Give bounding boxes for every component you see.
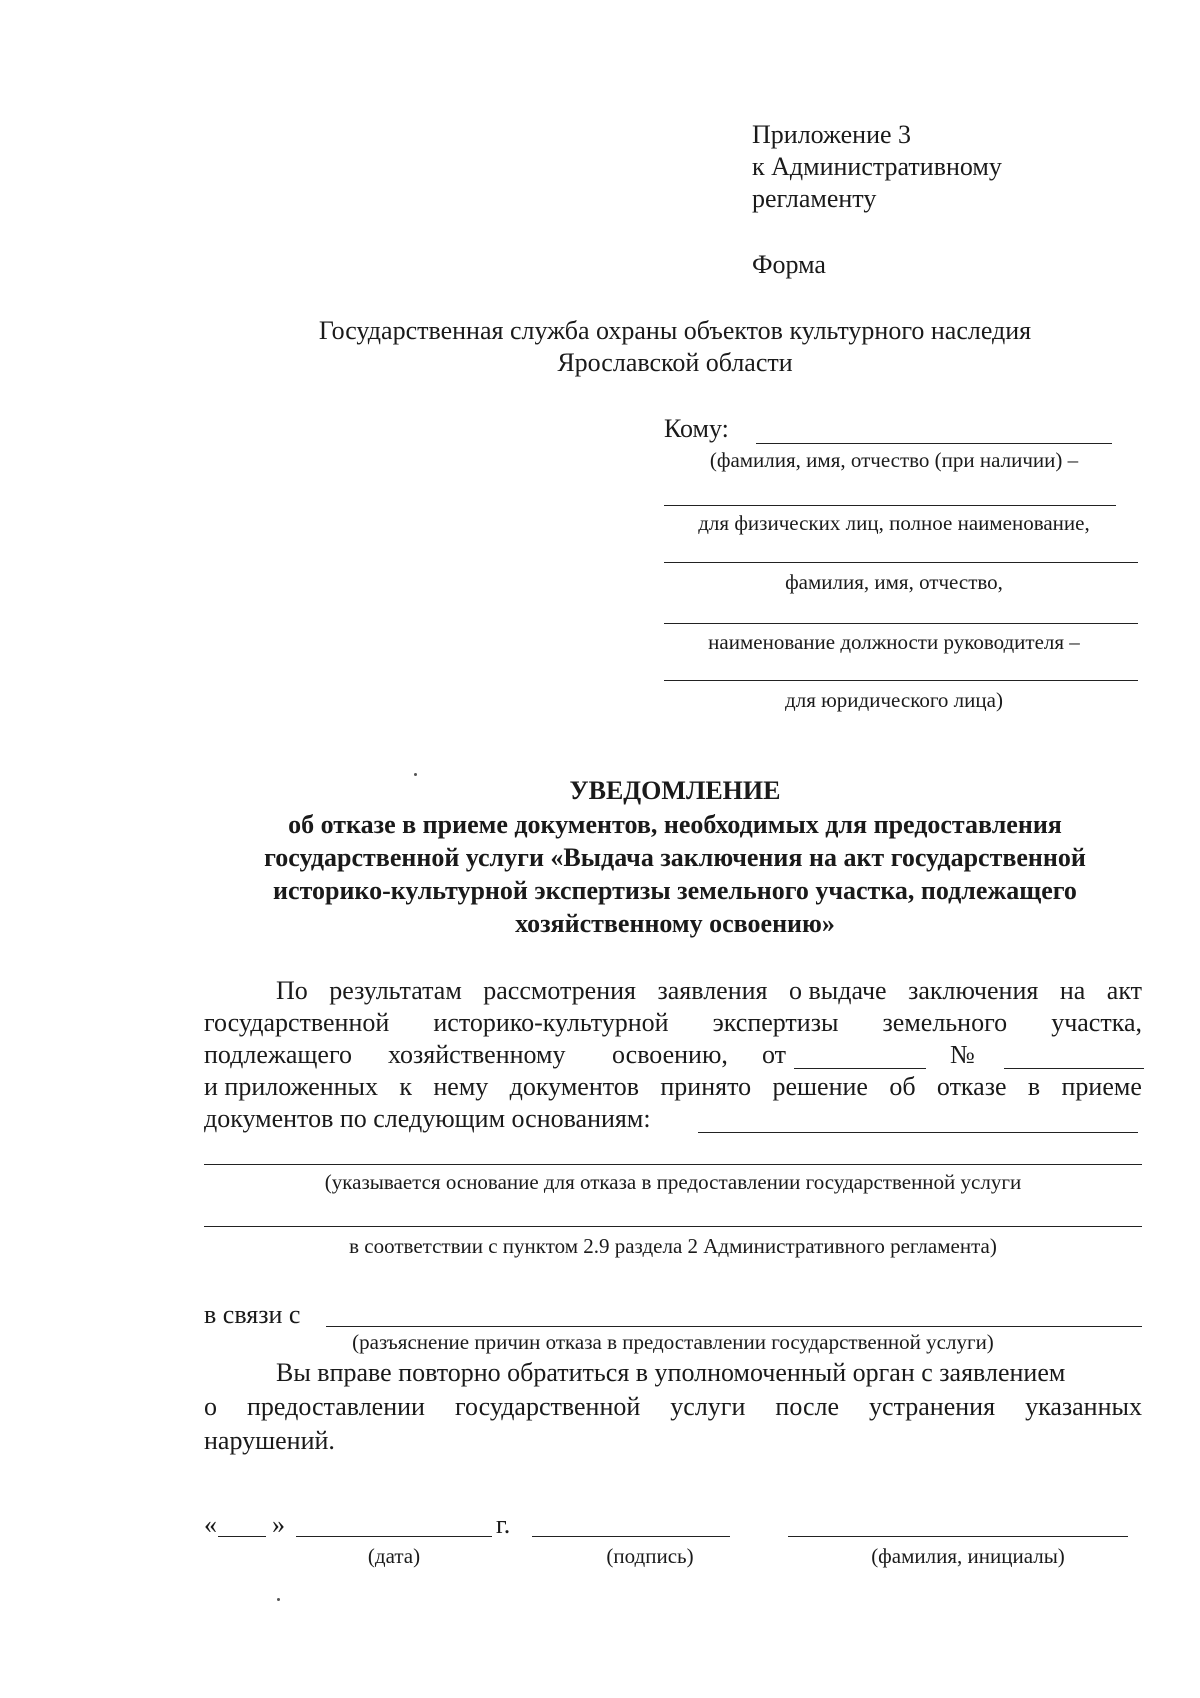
paragraph1-line4	[204, 1074, 1142, 1100]
word: и приложенных	[204, 1072, 379, 1101]
refusal-basis-hint-1: (указывается основание для отказа в предоставлении государственной услуги	[324, 1170, 1022, 1194]
application-number-line	[1004, 1068, 1144, 1069]
date-year-suffix: г.	[496, 1510, 511, 1539]
signature-label: (подпись)	[606, 1544, 694, 1568]
word: отказе	[936, 1072, 1007, 1101]
recipient-line-5	[664, 680, 1138, 681]
scan-speck	[277, 1598, 280, 1601]
word: об	[889, 1072, 916, 1101]
date-label: (дата)	[367, 1544, 421, 1568]
organization-line1: Государственная служба охраны объектов культурного наследия	[318, 316, 1032, 345]
date-quote-close: »	[272, 1510, 285, 1539]
refusal-reason-line	[326, 1326, 1142, 1327]
word: результатам	[329, 976, 462, 1005]
word: историко-культурной	[433, 1008, 669, 1037]
word: услуги	[670, 1392, 746, 1421]
paragraph1-word-osvoeniyu: освоению,	[612, 1040, 728, 1069]
organization-line2: Ярославской области	[557, 348, 793, 377]
refusal-basis-hint-2: в соответствии с пунктом 2.9 раздела 2 Административного регламента)	[349, 1234, 997, 1258]
notice-subtitle-2: государственной услуги «Выдача заключения на акт государственной	[264, 843, 1086, 872]
recipient-hint-1: (фамилия, имя, отчество (при наличии) –	[709, 448, 1079, 472]
application-date-line	[794, 1068, 926, 1069]
refusal-basis-line-3	[204, 1226, 1142, 1227]
appendix-to-regulation: к Административному	[752, 152, 1002, 181]
full-name-line	[788, 1536, 1128, 1537]
word: акт	[1106, 976, 1142, 1005]
word: о выдаче	[789, 976, 887, 1005]
paragraph2-line2	[204, 1394, 1142, 1420]
date-month-line	[296, 1536, 492, 1537]
form-label: Форма	[752, 250, 826, 279]
paragraph1-word-ot: от	[762, 1040, 787, 1069]
word: участка,	[1051, 1008, 1142, 1037]
word: после	[775, 1392, 840, 1421]
recipient-hint-4: наименование должности руководителя –	[708, 630, 1080, 654]
paragraph2-line3: нарушений.	[204, 1426, 335, 1455]
word: рассмотрения	[483, 976, 637, 1005]
word: нему	[433, 1072, 489, 1101]
word: документов	[509, 1072, 640, 1101]
date-quote-open: «	[204, 1510, 217, 1539]
word: заключения	[908, 976, 1039, 1005]
refusal-basis-line-2	[204, 1164, 1142, 1165]
recipient-hint-5: для юридического лица)	[785, 688, 1003, 712]
paragraph1-line2	[204, 1010, 1142, 1036]
word: решение	[772, 1072, 868, 1101]
word: к	[399, 1072, 413, 1101]
refusal-reason-hint: (разъяснение причин отказа в предоставлении государственной услуги)	[352, 1330, 994, 1354]
paragraph1-word-podlezhashchego: подлежащего	[204, 1040, 352, 1069]
recipient-hint-2: для физических лиц, полное наименование,	[698, 511, 1090, 535]
notice-subtitle-4: хозяйственному освоению»	[515, 909, 835, 938]
word: принято	[660, 1072, 752, 1101]
in-connection-label: в связи с	[204, 1300, 301, 1329]
recipient-line-4	[664, 623, 1138, 624]
word: указанных	[1025, 1392, 1142, 1421]
recipient-label: Кому:	[664, 414, 729, 443]
full-name-label: (фамилия, инициалы)	[871, 1544, 1065, 1568]
date-day-line	[218, 1536, 266, 1537]
signature-line	[532, 1536, 730, 1537]
word: на	[1059, 976, 1086, 1005]
word: По	[276, 976, 308, 1005]
recipient-name-line	[756, 443, 1112, 444]
notice-subtitle-1: об отказе в приеме документов, необходимых для предоставления	[288, 810, 1062, 839]
appendix-number: Приложение 3	[752, 120, 912, 149]
word: государственной	[204, 1008, 390, 1037]
notice-subtitle-3: историко-культурной экспертизы земельного участка, подлежащего	[273, 876, 1077, 905]
word: приеме	[1061, 1072, 1142, 1101]
word: земельного	[882, 1008, 1008, 1037]
paragraph1-word-khozyaistvennomu: хозяйственному	[388, 1040, 566, 1069]
recipient-line-2	[664, 505, 1116, 506]
word: о	[204, 1392, 217, 1421]
application-number-sign: №	[950, 1040, 975, 1069]
paragraph2-line1: Вы вправе повторно обратиться в уполномоченный орган с заявлением	[276, 1358, 1066, 1387]
notice-title: УВЕДОМЛЕНИЕ	[569, 776, 781, 805]
paragraph1-line1	[276, 978, 1142, 1004]
word: заявления	[657, 976, 768, 1005]
word: устранения	[869, 1392, 996, 1421]
scan-speck	[414, 773, 417, 776]
refusal-basis-line-1	[698, 1132, 1138, 1133]
word: в	[1027, 1072, 1041, 1101]
recipient-hint-3: фамилия, имя, отчество,	[785, 570, 1003, 594]
word: государственной	[454, 1392, 641, 1421]
word: экспертизы	[712, 1008, 839, 1037]
recipient-line-3	[664, 562, 1138, 563]
paragraph1-line5: документов по следующим основаниям:	[204, 1104, 651, 1133]
word: предоставлении	[247, 1392, 425, 1421]
appendix-regulation: регламенту	[752, 184, 877, 213]
